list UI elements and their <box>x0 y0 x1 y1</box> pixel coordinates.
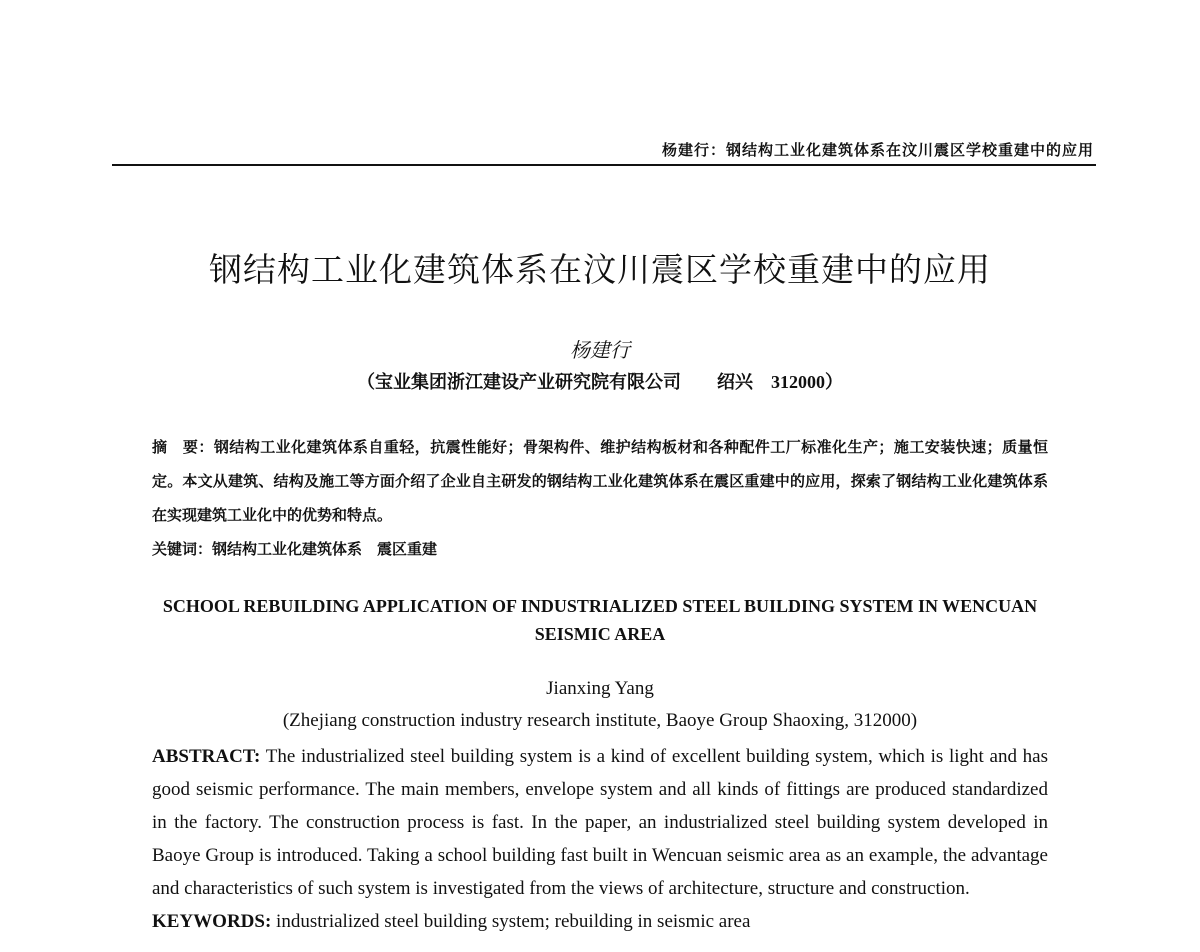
author-chinese: 杨建行 <box>570 340 630 362</box>
abstract-cn-label: 摘 要： <box>152 438 214 456</box>
keywords-cn-label: 关键词： <box>152 540 213 558</box>
abstract-chinese <box>152 430 1048 566</box>
keywords-en-label: KEYWORDS: <box>152 911 272 932</box>
author-english: Jianxing Yang <box>546 678 654 699</box>
affiliation-english: (Zhejiang construction industry research institute, Baoye Group Shaoxing, 312000) <box>282 710 918 731</box>
keywords-cn-paragraph <box>152 532 1048 566</box>
abstract-en-text: The industrialized steel building system is a kind of excellent building system, which is light and has good seismic performance. The main members, envelope system and all kinds of fittings are produced standardized in the factory. The construction process is fast. In the paper, an industrialized steel building system developed in Baoye Group is introduced. Taking a school building fast built in Wencuan seismic area as an example, the advantage and characteristics of such system is investigated from the views of architecture, structure and construction. <box>152 746 1048 899</box>
affiliation-chinese: （宝业集团浙江建设产业研究院有限公司 绍兴 312000） <box>357 372 843 392</box>
abstract-en-paragraph <box>152 740 1048 905</box>
abstract-cn-paragraph <box>152 430 1048 532</box>
abstract-english <box>152 740 1048 938</box>
keywords-cn-text: 钢结构工业化建筑体系 震区重建 <box>212 540 438 558</box>
keywords-en-paragraph <box>152 905 1048 938</box>
header-rule <box>112 164 1096 166</box>
title-english: SCHOOL REBUILDING APPLICATION OF INDUSTRIALIZED STEEL BUILDING SYSTEM IN WENCUAN SEISMIC AREA <box>162 596 1038 644</box>
running-head: 杨建行：钢结构工业化建筑体系在汶川震区学校重建中的应用 <box>661 143 1094 159</box>
keywords-en-text: industrialized steel building system; rebuilding in seismic area <box>271 911 751 932</box>
abstract-cn-text: 钢结构工业化建筑体系自重轻，抗震性能好；骨架构件、维护结构板材和各种配件工厂标准化生产；施工安装快速；质量恒定。本文从建筑、结构及施工等方面介绍了企业自主研发的钢结构工业化建筑体系在震区重建中的应用，探索了钢结构工业化建筑体系在实现建筑工业化中的优势和特点。 <box>152 438 1048 524</box>
abstract-en-label: ABSTRACT: <box>152 746 261 767</box>
title-chinese: 钢结构工业化建筑体系在汶川震区学校重建中的应用 <box>209 250 991 289</box>
